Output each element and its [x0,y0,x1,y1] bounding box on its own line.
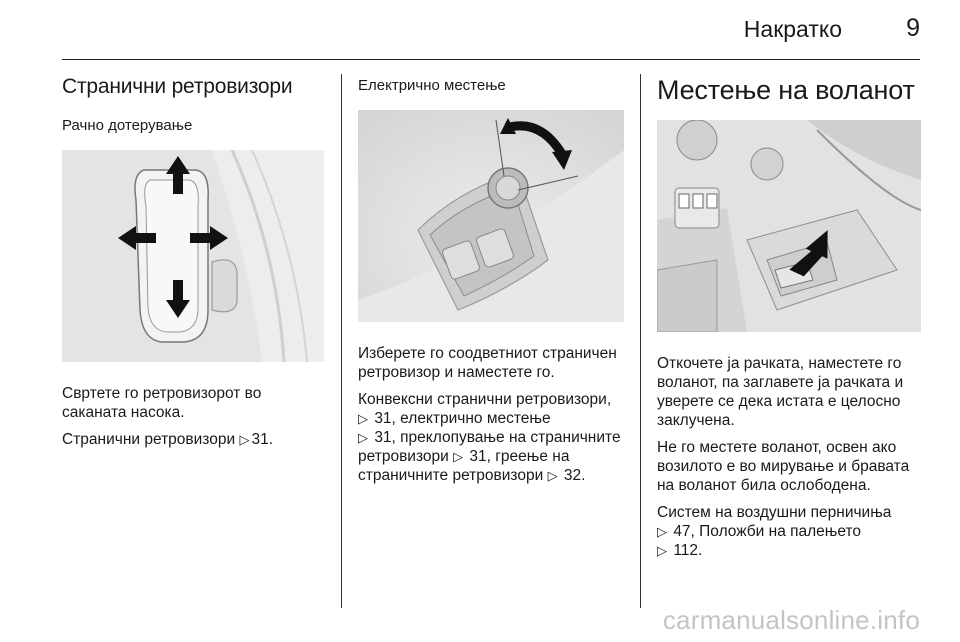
page-ref: 31. [251,431,274,448]
section-heading: Местење на воланот [657,75,915,105]
page-number: 9 [906,14,920,42]
reference-paragraph [358,390,624,485]
column-divider [640,74,641,608]
page-ref-icon: ▷ [239,432,250,447]
ref-text: 31, преклопување на страничните ретровизори [358,429,621,465]
page-ref-icon: ▷ [657,543,667,558]
reference-paragraph [657,503,921,560]
electric-mirror-switch-illustration [358,110,624,322]
ref-text: 112. [673,542,703,559]
paragraph: Откочете ја рачката, наместете го воланот, па заглавете ја рачката и уверете се дека истата е целосно заклучена. [657,355,904,429]
page-ref-icon: ▷ [547,468,558,483]
ref-text: 31, електрично местење [374,410,551,427]
watermark: carmanualsonline.info [662,605,920,635]
paragraph: Не го местете воланот, освен ако возилото е во мирување и бравата на воланот била ослободена. [657,439,910,494]
page-header [0,0,960,60]
ref-text: 47, Положби на палењето [673,523,862,540]
steering-figure [657,120,921,332]
ref-text: Конвексни странични ретровизори, [358,391,612,408]
section-heading: Странични ретровизори [62,75,293,98]
column-steering-adjust [657,60,921,608]
column-divider [341,74,342,608]
paragraph: Изберете го соодветниот страничен ретровизор и наместете го. [358,345,617,381]
ref-text: Систем на воздушни перничиња [657,504,892,521]
paragraph: Свртете го ретровизорот во саканата насока. [62,385,262,421]
header-title: Накратко [743,16,842,42]
electric-mirror-figure [358,110,624,322]
steering-lever-illustration [657,120,921,332]
column-electric-adjust [358,60,624,608]
page-ref-icon: ▷ [453,449,464,464]
ref-text: 31, греење на страничните ретровизори [358,448,570,484]
mirror-adjust-arrows-illustration [62,150,324,362]
page-ref-icon: ▷ [358,411,368,426]
page-ref-icon: ▷ [657,524,667,539]
subsection-heading: Електрично местење [358,77,506,94]
column-side-mirrors [62,60,324,608]
ref-text: Странични ретровизори [62,431,236,448]
page-ref-icon: ▷ [358,430,368,445]
ref-text: 32. [563,467,586,484]
mirror-adjust-figure [62,150,324,362]
reference-line [62,430,324,449]
subsection-heading: Рачно дотерување [62,117,193,134]
